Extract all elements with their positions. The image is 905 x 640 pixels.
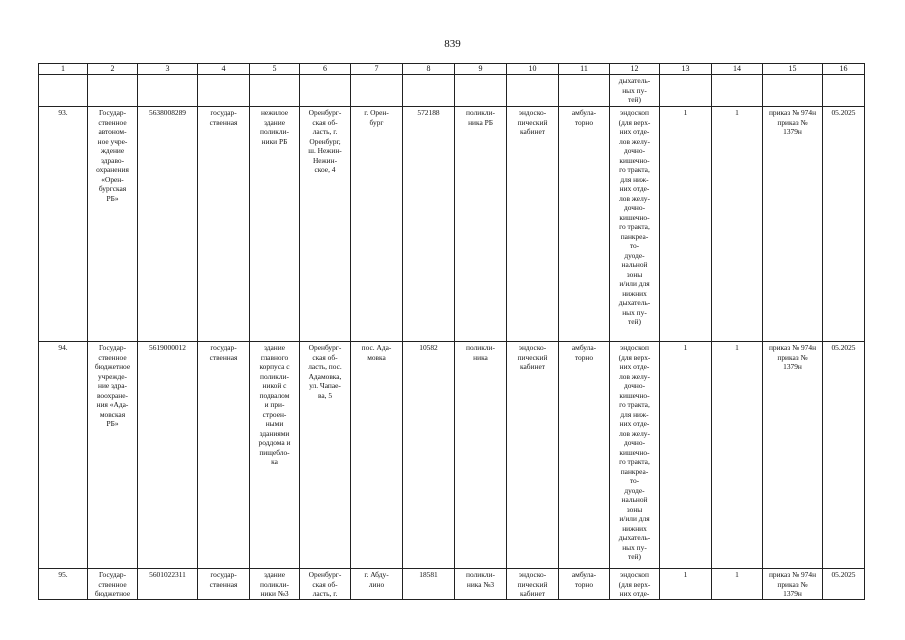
cell-text: 5619000012 (149, 343, 186, 352)
cell-text: пос. Ада- мовка (361, 343, 392, 362)
table-cell-col-5 (250, 569, 300, 600)
table-cell-col-15 (763, 107, 823, 342)
cell-text: 15 (788, 64, 797, 73)
table-cell-col-2 (88, 64, 138, 75)
cell-text: г. Абду- лино (364, 570, 389, 589)
table-cell-col-8 (403, 64, 455, 75)
table-cell-col-3 (138, 64, 198, 75)
cell-text: амбула- торно (571, 108, 597, 127)
table-row (39, 569, 865, 600)
table-cell-col-10 (507, 107, 559, 342)
cell-text: 05.2025 (831, 343, 856, 352)
cell-text: 13 (681, 64, 690, 73)
table-cell-col-9 (455, 107, 507, 342)
table-cell-col-9 (455, 64, 507, 75)
cell-text: поликли- ника №3 (466, 570, 495, 589)
cell-text: 1 (61, 64, 65, 73)
table-cell-col-10 (507, 342, 559, 569)
table-cell-col-4 (198, 75, 250, 107)
cell-text: 93. (58, 108, 68, 117)
table-cell-col-12 (610, 107, 660, 342)
cell-text: дыхатель- ных пу- тей) (618, 76, 651, 104)
cell-text: нежилое здание поликли- ники РБ (260, 108, 289, 146)
cell-text: 5 (272, 64, 277, 73)
table-cell-col-13 (660, 569, 712, 600)
table-cell-col-6 (300, 64, 351, 75)
cell-text: 16 (839, 64, 848, 73)
table-cell-col-15 (763, 75, 823, 107)
cell-text: 1 (735, 343, 739, 352)
table-cell-col-4 (198, 107, 250, 342)
table-cell-col-1 (39, 64, 88, 75)
table-cell-col-13 (660, 342, 712, 569)
table-cell-col-13 (660, 64, 712, 75)
table-cell-col-16 (823, 107, 865, 342)
table-cell-col-12 (610, 64, 660, 75)
table-cell-col-16 (823, 342, 865, 569)
table-cell-col-12 (610, 569, 660, 600)
cell-text: Государ- ственное бюджетное (94, 570, 131, 598)
cell-text: 1 (683, 570, 688, 579)
register-table (38, 63, 865, 600)
table-cell-col-2 (88, 107, 138, 342)
table-cell-col-4 (198, 569, 250, 600)
cell-text: 10582 (419, 343, 438, 352)
cell-text: эндоскоп (для верх- них отде- (618, 570, 651, 598)
cell-text: 10 (528, 64, 537, 73)
cell-text: эндоско- пический кабинет (517, 570, 548, 598)
cell-text: здание поликли- ники №3 (260, 570, 289, 598)
cell-text: 2 (110, 64, 115, 73)
table-cell-col-5 (250, 64, 300, 75)
cell-text: Оренбург- ская об- ласть, пос. Адамовка, ул. Чапае- ва, 5 (308, 343, 342, 400)
table-cell-col-4 (198, 342, 250, 569)
cell-text: 5638008289 (149, 108, 186, 117)
cell-text: 3 (165, 64, 170, 73)
table-cell-col-10 (507, 64, 559, 75)
table-cell-col-15 (763, 569, 823, 600)
cell-text: амбула- торно (571, 343, 597, 362)
cell-text: 572188 (417, 108, 440, 117)
table-cell-col-7 (351, 64, 403, 75)
table-cell-col-6 (300, 569, 351, 600)
cell-text: г. Орен- бург (364, 108, 389, 127)
cell-text: 05.2025 (831, 108, 856, 117)
table-row-continuation (39, 75, 865, 107)
cell-text: Оренбург- ская об- ласть, г. Оренбург, ш. Нежин- Нежин- ское, 4 (308, 108, 342, 174)
table-row (39, 342, 865, 569)
table-cell-col-11 (559, 569, 610, 600)
table-cell-col-10 (507, 569, 559, 600)
cell-text: 14 (733, 64, 741, 73)
cell-text: 8 (426, 64, 431, 73)
table-cell-col-8 (403, 107, 455, 342)
table-cell-col-1 (39, 569, 88, 600)
cell-text: приказ № 974н приказ № 1379н (768, 343, 817, 371)
cell-text: 5601022311 (149, 570, 186, 579)
cell-text: 05.2025 (831, 570, 856, 579)
cell-text: 12 (630, 64, 639, 73)
page-number: 839 (444, 38, 461, 50)
table-cell-col-13 (660, 107, 712, 342)
table-cell-col-14 (712, 569, 763, 600)
table-cell-col-1 (39, 342, 88, 569)
table-cell-col-14 (712, 64, 763, 75)
table-body (39, 64, 865, 600)
cell-text: 11 (580, 64, 588, 73)
cell-text: государ- ственная (209, 108, 238, 127)
table-cell-col-2 (88, 569, 138, 600)
table-cell-col-3 (138, 342, 198, 569)
table-cell-col-12 (610, 342, 660, 569)
cell-text: государ- ственная (209, 570, 238, 589)
cell-text: 7 (374, 64, 379, 73)
table-cell-col-14 (712, 107, 763, 342)
table-cell-col-3 (138, 107, 198, 342)
cell-text: 95. (58, 570, 68, 579)
table-cell-col-11 (559, 107, 610, 342)
table-row (39, 107, 865, 342)
cell-text: государ- ственная (209, 343, 238, 362)
table-cell-col-7 (351, 107, 403, 342)
cell-text: амбула- торно (571, 570, 597, 589)
table-cell-col-2 (88, 75, 138, 107)
table-cell-col-7 (351, 75, 403, 107)
cell-text: приказ № 974н приказ № 1379н (768, 108, 817, 136)
cell-text: Государ- ственное автоном- ное учре- ждение здраво- охранения «Орен- бургская РБ» (96, 108, 129, 203)
cell-text: Оренбург- ская об- ласть, г. (308, 570, 342, 598)
table-cell-col-2 (88, 342, 138, 569)
table-cell-col-15 (763, 342, 823, 569)
cell-text: 6 (323, 64, 327, 73)
table-cell-col-5 (250, 107, 300, 342)
cell-text: 4 (221, 64, 226, 73)
table-cell-col-7 (351, 342, 403, 569)
cell-text: 18581 (419, 570, 438, 579)
table-cell-col-16 (823, 75, 865, 107)
table-cell-col-14 (712, 342, 763, 569)
table-header-row (39, 64, 865, 75)
table-cell-col-8 (403, 342, 455, 569)
table-cell-col-3 (138, 569, 198, 600)
table-cell-col-1 (39, 107, 88, 342)
table-cell-col-11 (559, 75, 610, 107)
cell-text: здание главного корпуса с поликли- никой с подвалом и при- строен- ными зданиями роддома и пищебло- ка (258, 343, 291, 466)
cell-text: 94. (58, 343, 68, 352)
table-cell-col-3 (138, 75, 198, 107)
table-cell-col-8 (403, 569, 455, 600)
table-cell-col-14 (712, 75, 763, 107)
table-cell-col-9 (455, 569, 507, 600)
table-cell-col-15 (763, 64, 823, 75)
cell-text: поликли- ника (466, 343, 495, 362)
cell-text: эндоскоп (для верх- них отде- лов желу- дочно- кишечно- го тракта, для ниж- них отде- лов желу- дочно- кишечно- го тракта, панкреа- то- дуоде- нальной зоны и/или для нижних дыхатель- ных пу- тей) (618, 108, 651, 326)
table-cell-col-1 (39, 75, 88, 107)
table-cell-col-11 (559, 64, 610, 75)
table-cell-col-16 (823, 569, 865, 600)
cell-text: поликли- ника РБ (466, 108, 495, 127)
table-cell-col-7 (351, 569, 403, 600)
cell-text: приказ № 974н приказ № 1379н (768, 570, 817, 598)
cell-text: 9 (478, 64, 483, 73)
cell-text: эндоскоп (для верх- них отде- лов желу- дочно- кишечно- го тракта, для ниж- них отде- лов желу- дочно- кишечно- го тракта, панкреа- то- дуоде- нальной зоны и/или для нижних дыхатель- ных пу- тей) (618, 343, 651, 561)
cell-text: эндоско- пический кабинет (517, 343, 548, 371)
cell-text: Государ- ственное бюджетное учрежде- ние здра- воохране- ния «Ада- мовская РБ» (94, 343, 131, 428)
table-cell-col-6 (300, 107, 351, 342)
table-cell-col-4 (198, 64, 250, 75)
table-cell-col-9 (455, 75, 507, 107)
cell-text: 1 (735, 108, 739, 117)
table-cell-col-6 (300, 342, 351, 569)
table-cell-col-16 (823, 64, 865, 75)
cell-text: 1 (683, 108, 688, 117)
cell-text: 1 (735, 570, 739, 579)
table-cell-col-8 (403, 75, 455, 107)
cell-text: 1 (683, 343, 688, 352)
table-cell-col-10 (507, 75, 559, 107)
table-cell-col-5 (250, 75, 300, 107)
table-cell-col-5 (250, 342, 300, 569)
table-cell-col-13 (660, 75, 712, 107)
cell-text: эндоско- пический кабинет (517, 108, 548, 136)
table-cell-col-9 (455, 342, 507, 569)
table-cell-col-11 (559, 342, 610, 569)
table-cell-col-12 (610, 75, 660, 107)
table-cell-col-6 (300, 75, 351, 107)
